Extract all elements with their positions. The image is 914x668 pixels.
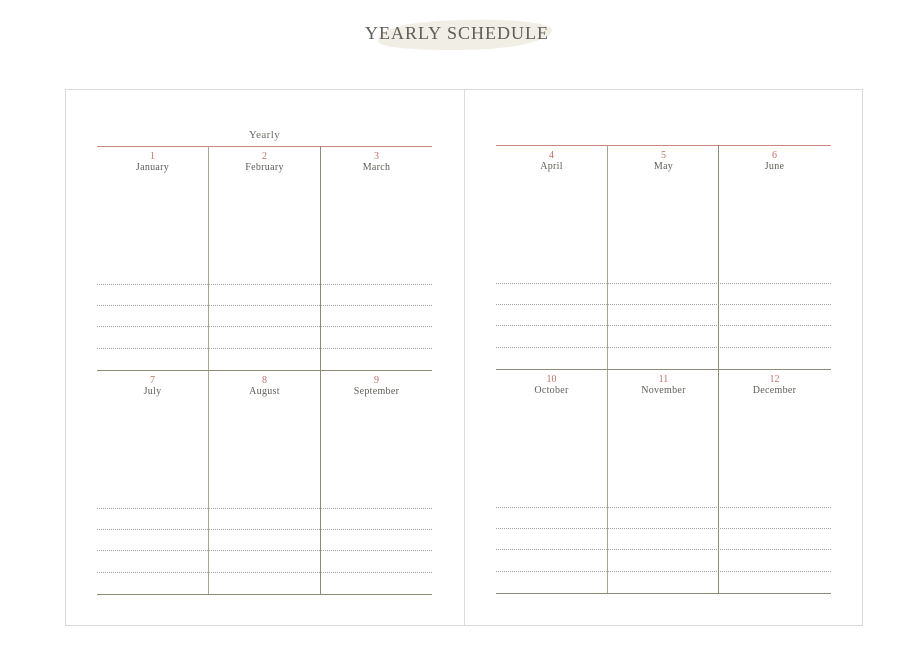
- month-number: 9: [374, 375, 379, 386]
- header: [0, 14, 914, 54]
- dotted-line: [496, 347, 831, 348]
- month-name: January: [135, 162, 170, 173]
- dotted-line: [496, 507, 831, 508]
- month-cell-january: [97, 152, 208, 173]
- book-spine: [464, 90, 465, 625]
- month-cell-november: [608, 375, 719, 396]
- dotted-line: [97, 529, 432, 530]
- month-number: 11: [658, 374, 669, 385]
- dotted-line: [97, 550, 432, 551]
- month-name: October: [534, 385, 569, 396]
- month-cell-may: [608, 151, 719, 172]
- month-cell-march: [321, 152, 432, 173]
- month-cell-september: [321, 376, 432, 397]
- month-name: April: [540, 161, 563, 172]
- middle-rule: [97, 370, 432, 371]
- bottom-rule: [97, 594, 432, 595]
- dotted-line: [97, 326, 432, 327]
- dotted-line: [97, 284, 432, 285]
- dotted-line: [97, 508, 432, 509]
- bottom-rule: [496, 593, 831, 594]
- right-page-grid: [496, 90, 831, 610]
- month-name: March: [362, 162, 391, 173]
- dotted-line: [97, 572, 432, 573]
- month-number: 4: [549, 150, 554, 161]
- month-cell-february: [209, 152, 320, 173]
- month-name: December: [752, 385, 797, 396]
- month-cell-april: [496, 151, 607, 172]
- dotted-line: [496, 283, 831, 284]
- planner-spread: [65, 89, 863, 626]
- month-name: September: [353, 386, 400, 397]
- month-cell-june: [719, 151, 830, 172]
- month-name: February: [245, 162, 284, 173]
- left-page-grid: [97, 90, 432, 610]
- dotted-line: [496, 528, 831, 529]
- month-number: 12: [769, 374, 780, 385]
- month-cell-august: [209, 376, 320, 397]
- dotted-line: [496, 325, 831, 326]
- month-number: 3: [374, 151, 379, 162]
- middle-rule: [496, 369, 831, 370]
- month-number: 5: [661, 150, 666, 161]
- top-rule: [496, 145, 831, 146]
- month-name: June: [764, 161, 785, 172]
- dotted-line: [496, 549, 831, 550]
- month-cell-october: [496, 375, 607, 396]
- top-rule: [97, 146, 432, 147]
- month-name: November: [641, 385, 686, 396]
- month-number: 10: [546, 374, 557, 385]
- month-number: 6: [772, 150, 777, 161]
- month-number: 2: [262, 151, 267, 162]
- month-number: 1: [150, 151, 155, 162]
- dotted-line: [97, 305, 432, 306]
- dotted-line: [496, 571, 831, 572]
- month-number: 8: [262, 375, 267, 386]
- grid-label: Yearly: [248, 129, 281, 141]
- month-name: July: [143, 386, 162, 397]
- page-title: YEARLY SCHEDULE: [364, 23, 550, 43]
- month-cell-july: [97, 376, 208, 397]
- dotted-line: [496, 304, 831, 305]
- dotted-line: [97, 348, 432, 349]
- month-number: 7: [150, 375, 155, 386]
- month-name: August: [249, 386, 280, 397]
- month-cell-december: [719, 375, 830, 396]
- month-name: May: [653, 161, 674, 172]
